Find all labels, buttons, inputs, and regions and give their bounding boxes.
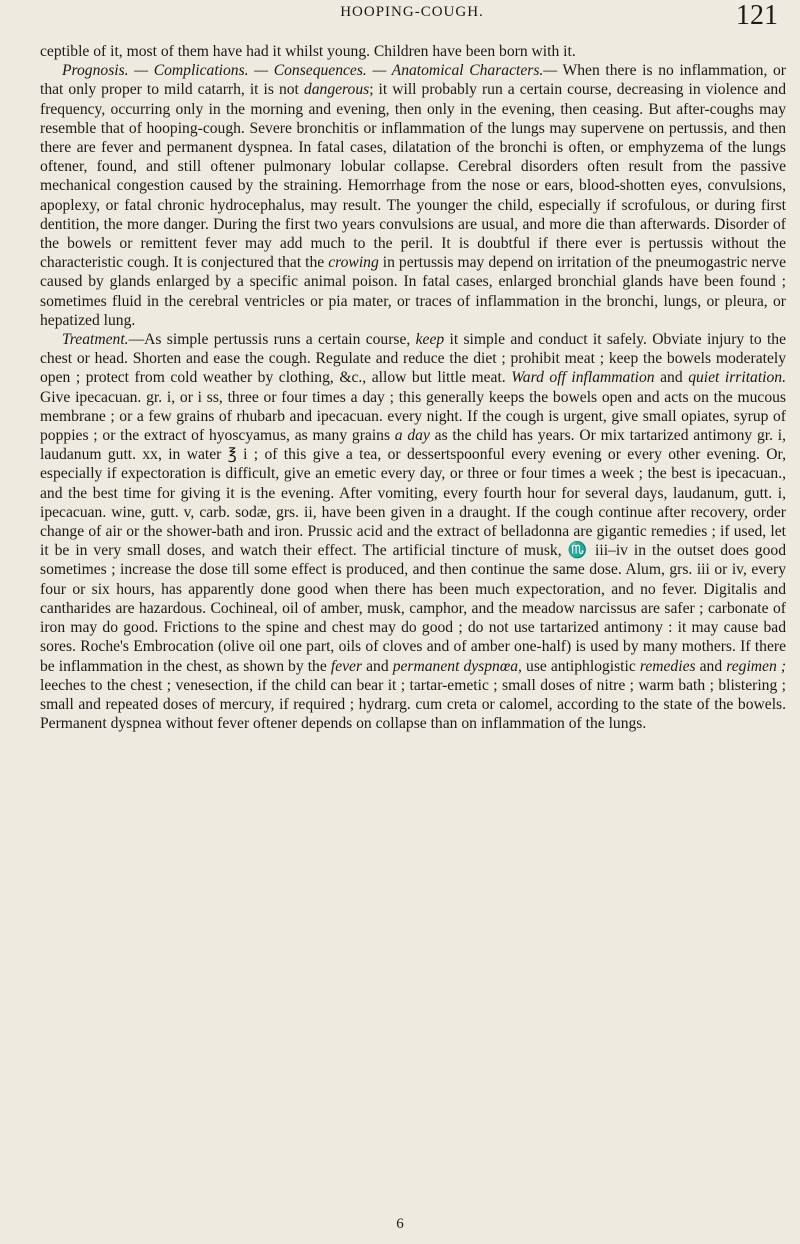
emphasis: crowing (328, 254, 379, 272)
text-run: and (695, 657, 727, 675)
text-run: leeches to the chest ; venesection, if the child can bear it ; tartar-emetic ; small doses of nitre ; warm bath ; blistering ; small and repeated doses of mercury, if required ; hydrarg. cum creta or calomel, according to the state of the bowels. Permanent dyspnea without fever oftener depends on collapse than on inflammation of the lungs. (40, 676, 786, 733)
text-run: it simple and conduct it safely. Obviate injury to the chest or head. Shorten and ease the cough. Regulate and reduce the diet ; prohibit meat ; keep the bowels moderately open ; protect from cold weather by clothing, &c., allow but little meat. (40, 331, 786, 387)
emphasis: keep (415, 331, 445, 349)
text-run: use antiphlogistic (521, 657, 640, 675)
running-head (40, 0, 784, 44)
text-run: and (654, 369, 689, 387)
paragraph-prognosis (40, 61, 786, 330)
emphasis: quiet irritation. (688, 369, 786, 387)
emphasis: permanent dyspnœa, (392, 657, 522, 675)
emphasis: dangerous (303, 81, 370, 99)
text-run: in pertussis may depend on irritation of the pneumogastric nerve caused by glands enlarged by a specific animal poison. In fatal cases, enlarged bronchial glands have been found ; sometimes fluid in the cerebral ventricles or pia mater, or traces of inflammation in the bronchi, lungs, or pleura, or hepatized lung. (40, 254, 786, 329)
emphasis: a day (394, 427, 430, 445)
text-run: When there is no inflammation, or that only proper to mild catarrh, it is not (40, 62, 786, 99)
text-run: —As simple pertussis runs a certain course, (128, 331, 416, 349)
emphasis: fever (330, 657, 363, 675)
text-run: ; it will probably run a certain course, decreasing in violence and frequency, occurring only in the morning and evening, then only in the evening, then ceasing. But after-coughs may resemble that of hooping-cough. Severe bronchitis or inflammation of the lungs may supervene on pertussis, and then there are fever and permanent dyspnea. In fatal cases, dilatation of the bronchi is often, or emphyzema of the lungs oftener, found, and still oftener pulmonary lobular collapse. Cerebral disorders often result from the passive mechanical congestion caused by the straining. Hemorrhage from the nose or ears, blood-shotten eyes, convulsions, apoplexy, or fatal chronic hydrocephalus, may result. The younger the child, especially if scrofulous, or during first dentition, the more danger. During the first two years convulsions are usual, and more die than afterwards. Disorder of the bowels or remittent fever may add much to the peril. It is doubtful if there ever is pertussis without the characteristic cough. It is conjectured that the (40, 81, 786, 272)
section-heading-prognosis: Prognosis. — Complications. — Consequences. — Anatomical Characters.— (62, 62, 558, 80)
signature-mark: 6 (396, 1216, 404, 1232)
emphasis: remedies (639, 657, 696, 675)
emphasis: Ward off inflammation (511, 369, 655, 387)
paragraph-treatment (40, 330, 786, 733)
paragraph-continuation: ceptible of it, most of them have had it whilst young. Children have been born with it. (40, 43, 576, 60)
section-heading-treatment: Treatment. (62, 331, 129, 349)
text-run: and (362, 657, 393, 675)
body-text (40, 42, 786, 733)
emphasis: regimen ; (726, 657, 787, 675)
text-run: Give ipecacuan. gr. i, or i ss, three or four times a day ; this generally keeps the bowels open and acts on the mucous membrane ; or a few grains of rhubarb and ipecacuan. every night. If the cough is urgent, give small opiates, syrup of poppies ; or the extract of hyoscyamus, as many grains (40, 388, 786, 445)
page-number: 121 (736, 0, 778, 31)
text-run: as the child has years. Or mix tartarized antimony gr. i, laudanum gutt. xx, in water ℥ i ; of this give a tea, or dessertspoonful every evening or every other evening. Or, especially if expectoration is difficult, give an emetic every day, or three or four times a week ; the best is ipecacuan., and the best time for giving it is the evening. After vomiting, every fourth hour for several days, laudanum, gutt. i, ipecacuan. wine, gutt. v, carb. sodæ, grs. ii, have been given in a draught. If the cough continue after recovery, order change of air or the shower-bath and iron. Prussic acid and the extract of belladonna are gigantic remedies ; if used, let it be in very small doses, and watch their effect. The artificial tincture of musk, ♏ iii–iv in the outset does good sometimes ; increase the dose till some effect is produced, and then continue the same dose. Alum, grs. iii or iv, every four or six hours, has apparently done good when there has been much expectoration, and no fever. Digitalis and cantharides are hazardous. Cochineal, oil of amber, musk, camphor, and the meadow narcissus are safer ; carbonate of iron may do good. Frictions to the spine and chest may do good ; do not use tartarized antimony : it may cause bad sores. Roche's Embrocation (olive oil one part, oils of cloves and of amber one-half) is used by many mothers. If there be inflammation in the chest, as shown by the (40, 427, 786, 675)
running-title: HOOPING-COUGH. (340, 4, 484, 20)
